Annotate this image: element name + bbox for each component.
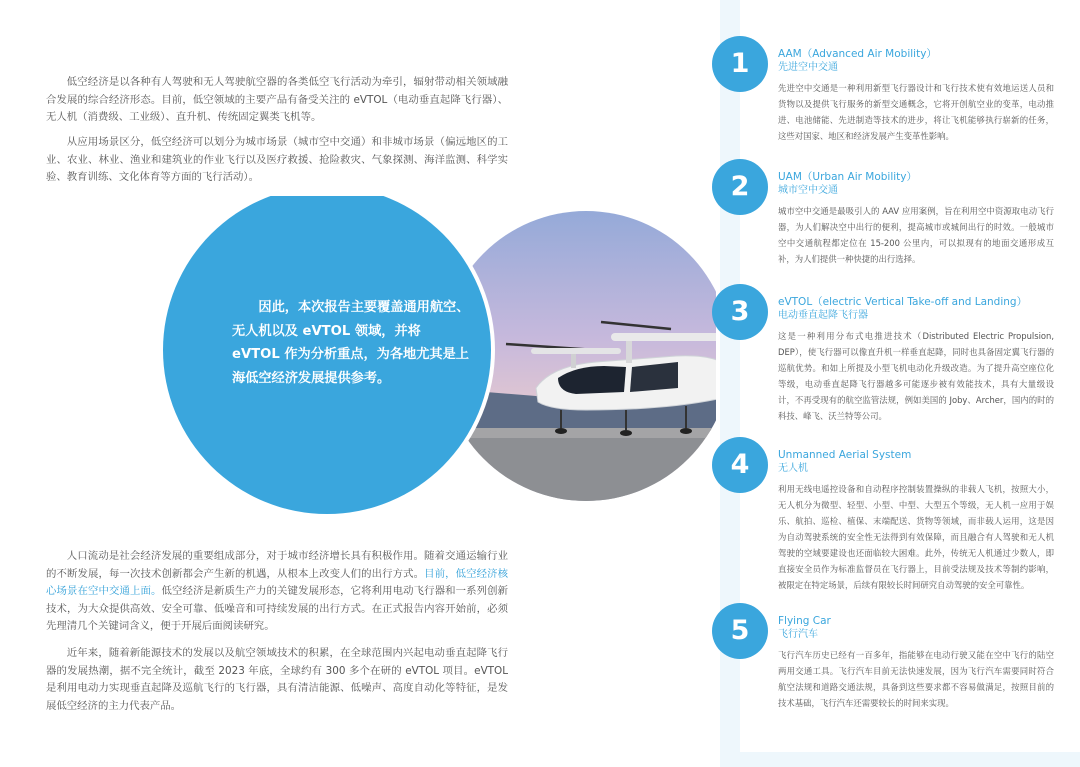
term-subtitle: 电动垂直起降飞行器: [778, 310, 868, 321]
intro-paragraph-1-text: 低空经济是以各种有人驾驶和无人驾驶航空器的各类低空飞行活动为牵引，辐射带动相关领域融合发展的综合经济形态。目前，低空领域的主要产品有备受关注的 eVTOL（电动垂直起降飞行器）、无人机（消费级、工业级）、直升机、传统固定翼类飞机等。: [46, 76, 508, 123]
term-number-badge: 2: [712, 159, 768, 215]
intro-paragraph-2: [46, 134, 508, 187]
body-paragraph-1-text-cont: 低空经济是新质生产力的关键发展形态，它将利用电动飞行器和一系列创新技术，为大众提供高效、安全可靠、低噪音和可持续发展的出行方式。在正式报告内容开始前，必须先理清几个关键词含义，便于开展后面阅读研究。: [46, 585, 508, 632]
term-description: 飞行汽车历史已经有一百多年，指能够在电动行驶又能在空中飞行的陆空两用交通工具。飞行汽车目前无法快速发展，因为飞行汽车需要同时符合航空法规和道路交通法规，具备到这些要求都不容易做满足，按照目前的技术基础，飞行汽车还需要较长的时间来实现。: [778, 650, 1054, 708]
term-description: 这是一种利用分布式电推进技术（Distributed Electric Propulsion, DEP），使飞行器可以像直升机一样垂直起降，同时也具备固定翼飞行器的巡航优势。和如上所提及小型飞机电动化升级改造。为了提升高空座位化等级，电动垂直起降飞行器越多可能逐步被有效能技术，具有大量级设计，不再受现有的航空监管法规，例如美国的 Joby、Archer，国内的时的科技、峰飞、沃兰特等公司。: [778, 331, 1054, 421]
highlight-quote: 因此，本次报告主要覆盖通用航空、无人机以及 eVTOL 领域，并将 eVTOL 作为分析重点，为各地尤其是上海低空经济发展提供参考。: [232, 300, 470, 386]
term-subtitle: 先进空中交通: [778, 62, 838, 73]
term-item-uas: [712, 437, 1057, 597]
bottom-strip: [720, 752, 1080, 767]
term-subtitle: 城市空中交通: [778, 185, 838, 196]
term-number-badge: 1: [712, 36, 768, 92]
body-paragraph-1: [46, 548, 508, 636]
term-number-badge: 5: [712, 603, 768, 659]
term-subtitle: 飞行汽车: [778, 629, 818, 640]
body-paragraph-2: [46, 645, 508, 715]
body-paragraph-1-highlight: 目前，低空经济核心场景在空中交通上面。: [46, 567, 509, 597]
term-title: eVTOL（electric Vertical Take-off and Landing）: [778, 296, 1028, 308]
term-number-badge: 4: [712, 437, 768, 493]
term-item-evtol: [712, 284, 1057, 424]
term-number-badge: 3: [712, 284, 768, 340]
term-title: Flying Car: [778, 615, 831, 627]
term-title: Unmanned Aerial System: [778, 449, 912, 461]
term-item-uam: [712, 159, 1057, 269]
intro-paragraph-2-text: 从应用场景区分，低空经济可以划分为城市场景（城市空中交通）和非城市场景（偏远地区的工业、农业、林业、渔业和建筑业的作业飞行以及医疗救援、抢险救灾、气象探测、海洋监测、科学实验、教育训练、文化体育等方面的飞行活动）。: [46, 136, 508, 183]
term-title: AAM（Advanced Air Mobility）: [778, 48, 937, 60]
term-description: 利用无线电遥控设备和自动程序控制装置操纵的非载人飞机，按照大小，无人机分为微型、轻型、小型、中型、大型五个等级，无人机一应用于娱乐、航拍、巡检、植保、末端配送、货物等领域，而非载人运用，这是因为自动驾驶系统的安全性无法得到有效保障，而且融合有人驾驶和无人机驾驶的空域要建设也还面临较大困难。此外，传统无人机通过少数人，即直接安全员作为标准监督员在飞行器上，目前受法规及技术等制约影响，被限定在特定场景，后续有限较长时间研究自动驾驶的安全可靠性。: [778, 484, 1054, 590]
term-subtitle: 无人机: [778, 463, 808, 474]
term-item-flying-car: [712, 603, 1057, 723]
body-paragraph-1-text: 人口流动是社会经济发展的重要组成部分，对于城市经济增长具有积极作用。随着交通运输行业的不断发展，每一次技术创新都会产生新的机遇，从根本上改变人们的出行方式。: [46, 550, 508, 580]
term-description: 先进空中交通是一种利用新型飞行器设计和飞行技术使有效地运送人员和货物以及提供飞行服务的新型交通概念，它将开创航空业的变革，电动推进、电池储能、先进制造等技术的进步，将让飞机能够执行崭新的任务，这些对国家、地区和经济发展产生变革性影响。: [778, 83, 1054, 141]
term-title: UAM（Urban Air Mobility）: [778, 171, 918, 183]
term-item-aam: [712, 36, 1057, 156]
intro-paragraph-1: [46, 74, 508, 127]
body-paragraph-2-text: 近年来，随着新能源技术的发展以及航空领域技术的积累，在全球范围内兴起电动垂直起降飞行器的发展热潮，据不完全统计，截至 2023 年底，全球约有 300 多个在研的 eVTOL 项目。eVTOL 是利用电动力实现垂直起降及巡航飞行的飞行器，具有清洁能源、低噪声、高度自动化等特征，是发展低空经济的主力代表产品。: [46, 647, 508, 712]
term-description: 城市空中交通是最吸引人的 AAV 应用案例，旨在利用空中资源取电动飞行器，为人们解决空中出行的便利，提高城市或城间出行的时效。一般城市空中交通航程都定位在 15-200 公里内，可以拟现有的地面交通形成互补，为人们提供一种快捷的出行选择。: [778, 206, 1054, 264]
